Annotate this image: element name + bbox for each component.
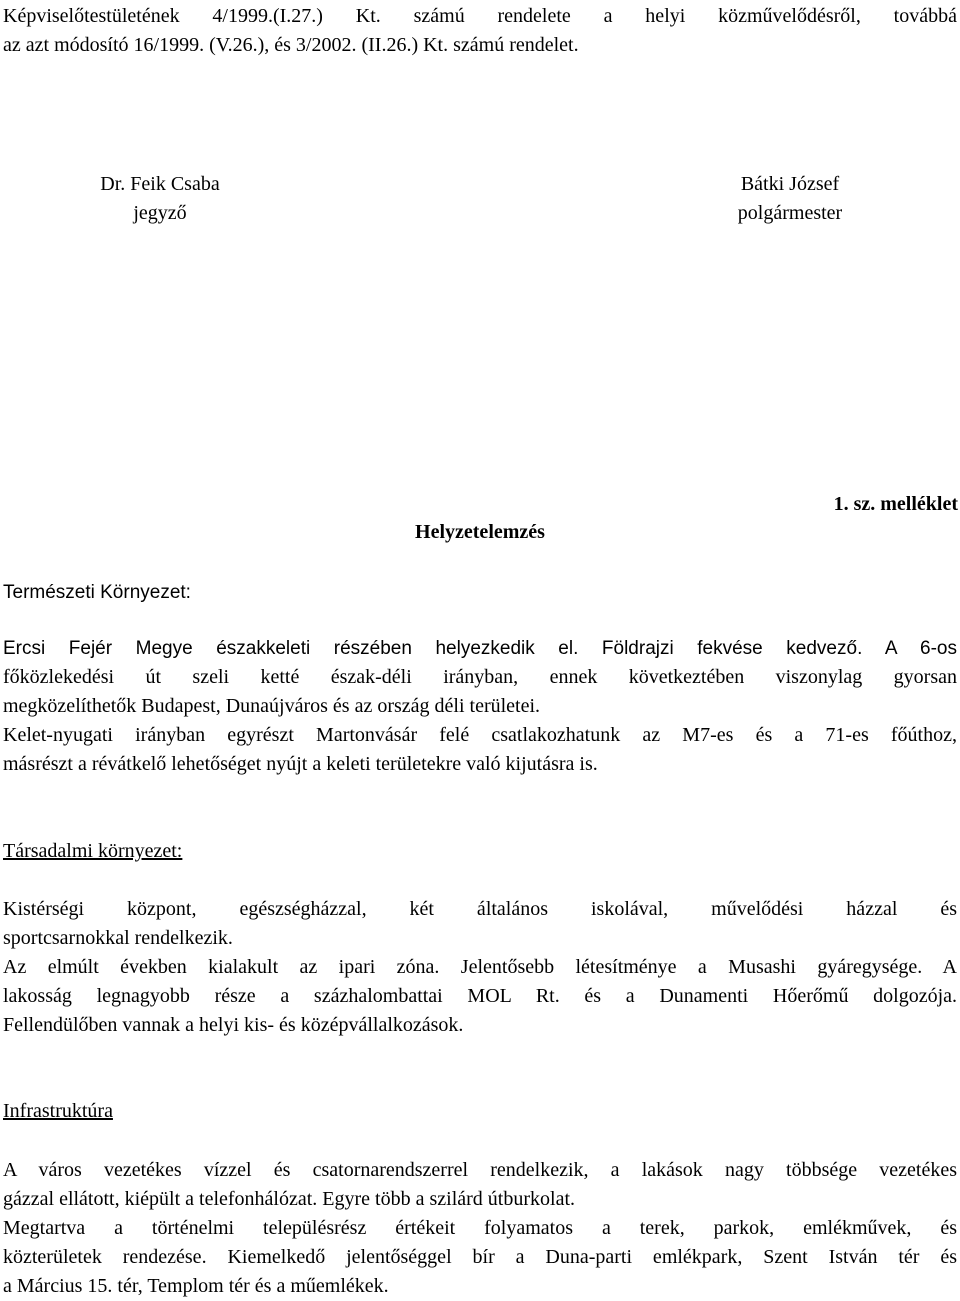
natural-p1-line1: Ercsi Fejér Megye északkeleti részében helyezkedik el. Földrajzi fekvése kedvező. A 6-os xyxy=(3,638,957,659)
section-heading-social: Társadalmi környezet: xyxy=(3,840,183,862)
signer-name: Bátki József xyxy=(740,173,840,195)
infra-p2-line3: a Március 15. tér, Templom tér és a műemlékek. xyxy=(3,1275,389,1297)
natural-p1-line3: megközelíthetők Budapest, Dunaújváros és az ország déli területei. xyxy=(3,695,541,717)
signer-title: polgármester xyxy=(737,202,843,224)
natural-p2-line1: Kelet-nyugati irányban egyrészt Martonvásár felé csatlakozhatunk az M7-es és a 71-es főúthoz, xyxy=(3,724,957,746)
social-p1-line2: sportcsarnokkal rendelkezik. xyxy=(3,927,233,949)
infra-p2-line1: Megtartva a történelmi településrész értékeit folyamatos a terek, parkok, emlékművek, és xyxy=(3,1217,957,1239)
main-title: Helyzetelemzés xyxy=(415,521,545,543)
natural-p2-line2: másrészt a révátkelő lehetőséget nyújt a keleti területekre való kijutásra is. xyxy=(3,753,598,775)
natural-p1-line2: főközlekedési út szeli ketté észak-déli irányban, ennek következtében viszonylag gyorsan xyxy=(3,666,957,688)
signature-right xyxy=(690,170,890,228)
signature-left xyxy=(60,170,260,228)
section-heading-infra: Infrastruktúra xyxy=(3,1100,113,1122)
annex-label: 1. sz. melléklet xyxy=(833,493,958,515)
signer-title: jegyző xyxy=(133,202,187,224)
social-p2-line1: Az elmúlt években kialakult az ipari zóna. Jelentősebb létesítménye a Musashi gyáregysége. A xyxy=(3,956,957,978)
social-p1-line1: Kistérségi központ, egészségházzal, két általános iskolával, művelődési házzal és xyxy=(3,898,957,920)
infra-p2-line2: közterületek rendezése. Kiemelkedő jelentőséggel bír a Duna-parti emlékpark, Szent István tér és xyxy=(3,1246,957,1268)
header-line-2: az azt módosító 16/1999. (V.26.), és 3/2002. (II.26.) Kt. számú rendelet. xyxy=(3,34,579,56)
infra-p1-line1: A város vezetékes vízzel és csatornarendszerrel rendelkezik, a lakások nagy többsége vezetékes xyxy=(3,1159,957,1181)
infra-p1-line2: gázzal ellátott, kiépült a telefonhálózat. Egyre több a szilárd útburkolat. xyxy=(3,1188,576,1210)
social-p2-line2: lakosság legnagyobb része a százhalombattai MOL Rt. és a Dunamenti Hőerőmű dolgozója. xyxy=(3,985,957,1007)
header-line-1: Képviselőtestületének 4/1999.(I.27.) Kt. számú rendelete a helyi közművelődésről, továbbá xyxy=(3,5,957,27)
signer-name: Dr. Feik Csaba xyxy=(100,173,220,195)
social-p3-line1: Fellendülőben vannak a helyi kis- és középvállalkozások. xyxy=(3,1014,464,1036)
section-heading-natural: Természeti Környezet: xyxy=(3,582,191,603)
